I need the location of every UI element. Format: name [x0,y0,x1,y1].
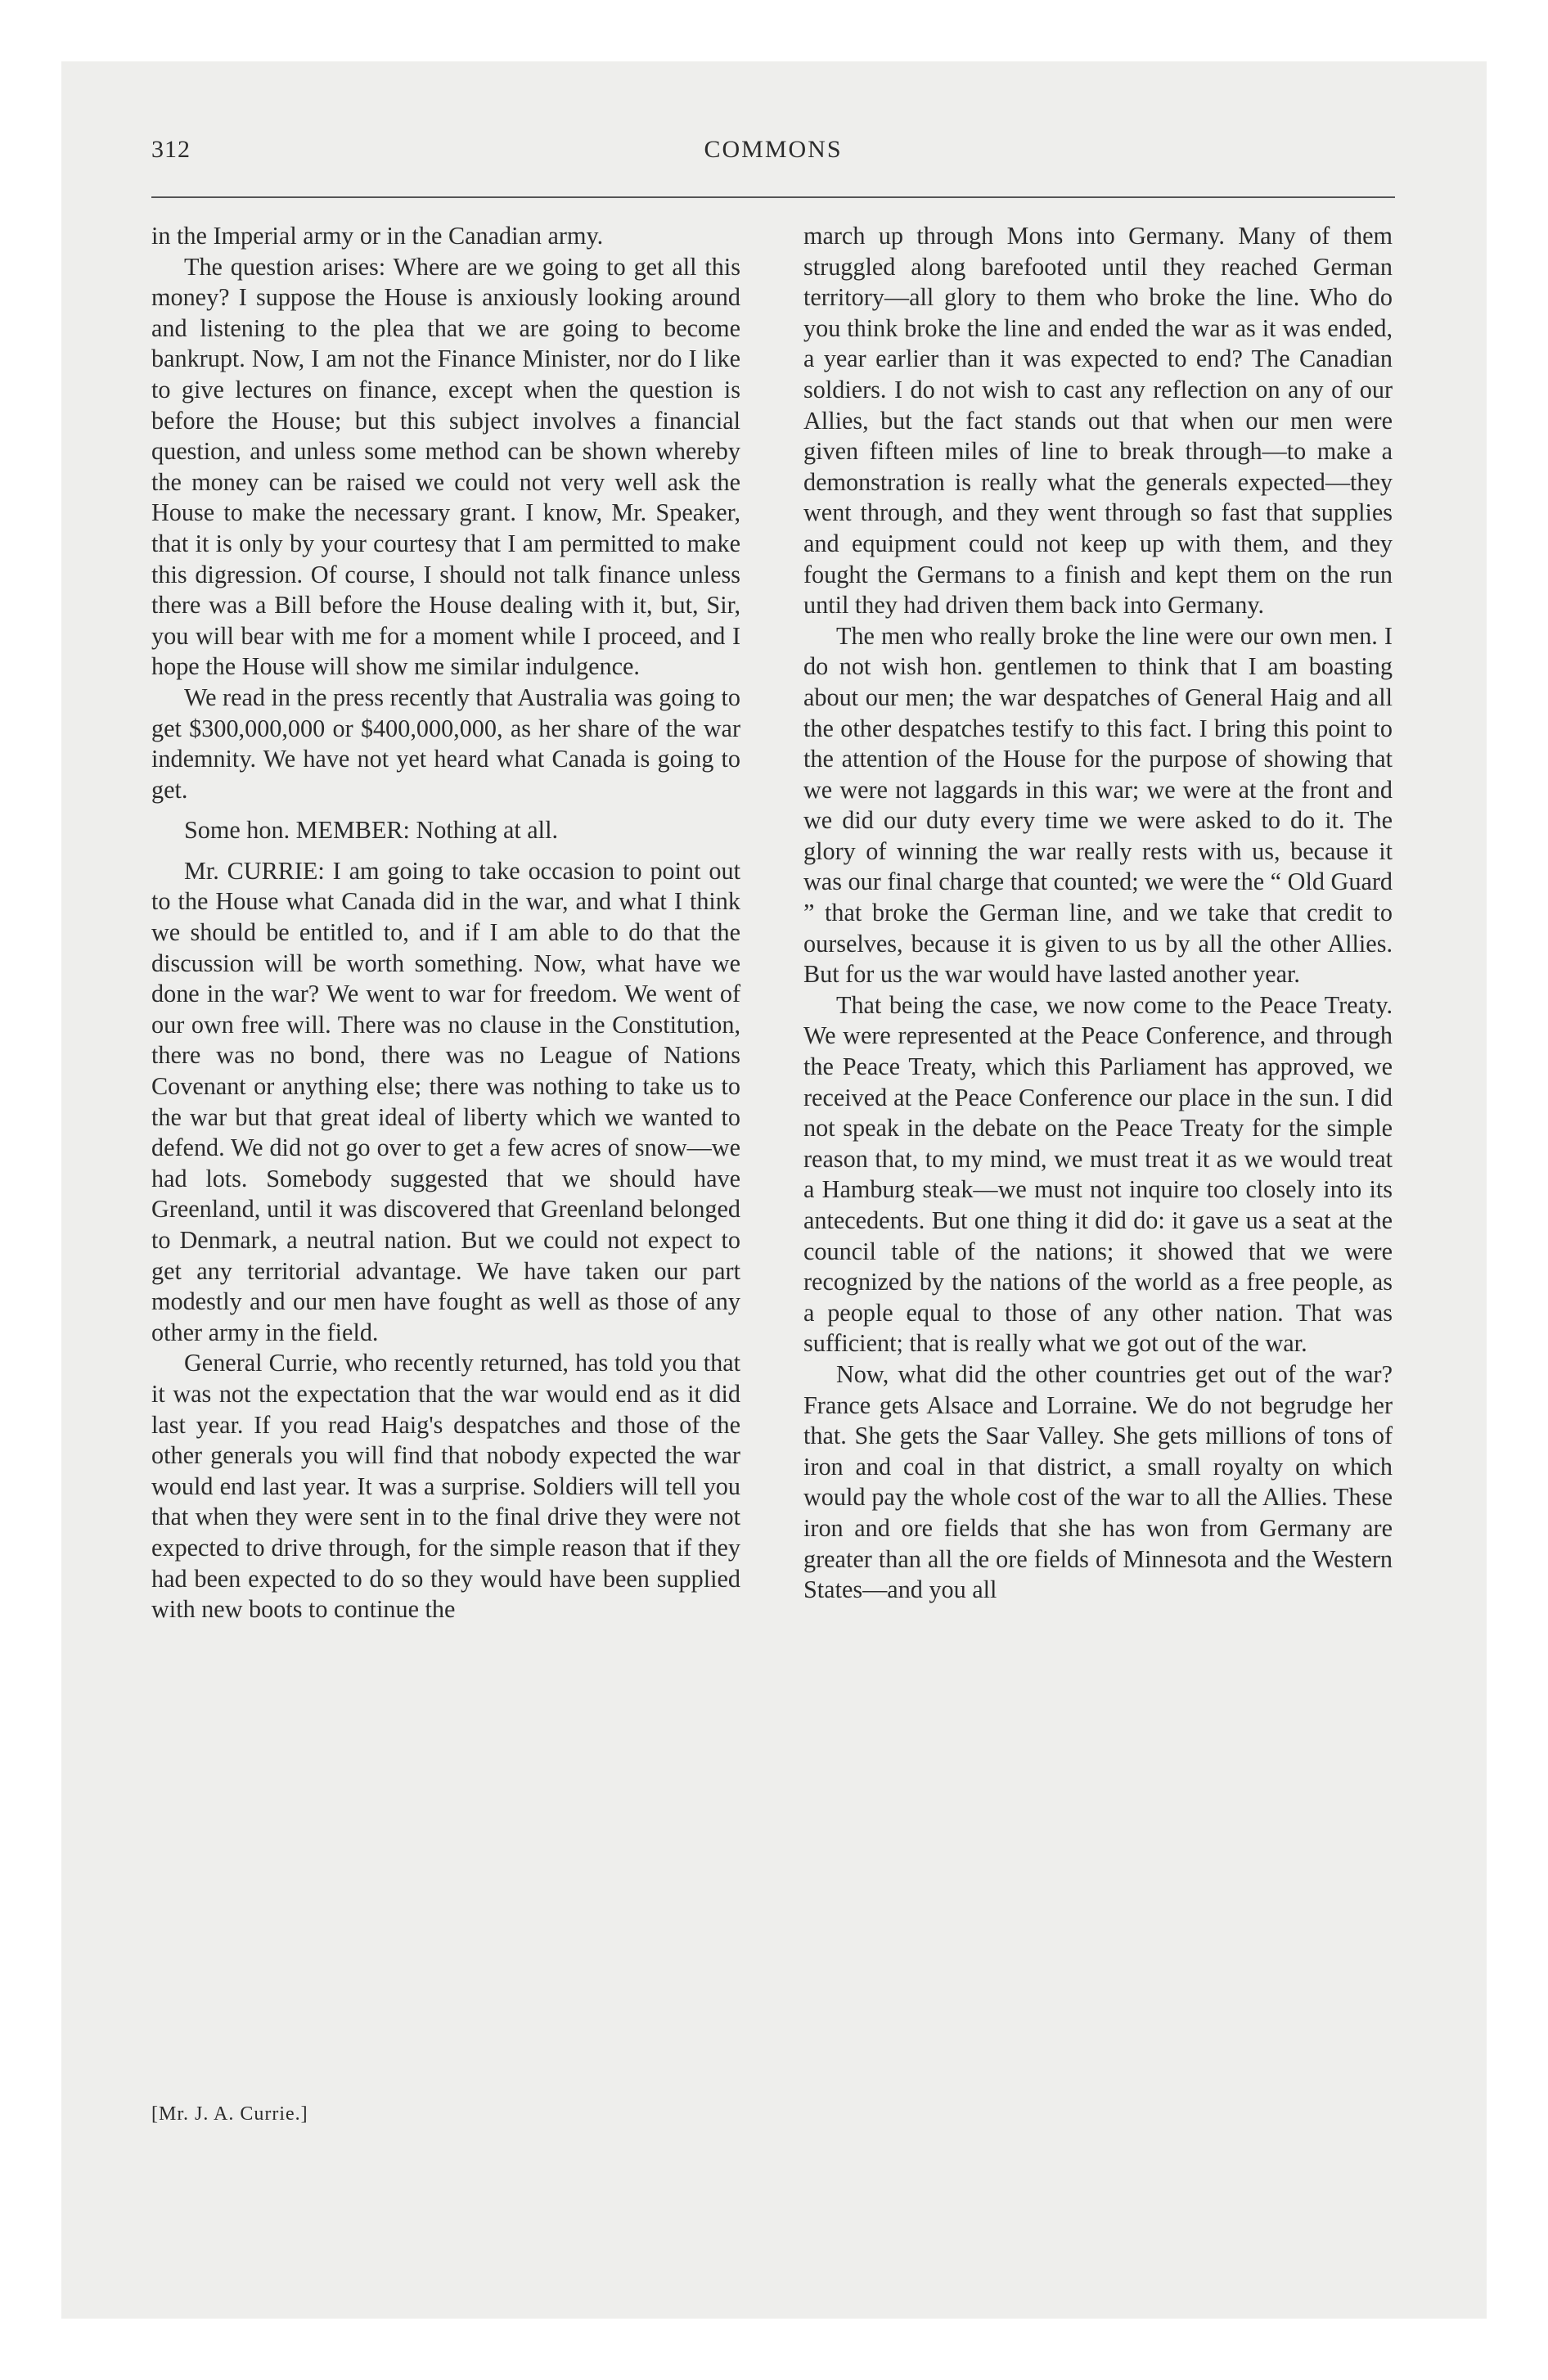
running-head: COMMONS [704,136,843,163]
header-rule [151,196,1395,198]
right-column [803,221,1393,1606]
paragraph: Some hon. MEMBER: Nothing at all. [184,816,558,845]
paragraph: march up through Mons into Germany. Many of them struggled along barefooted until they reached German territory—all glory to them who broke the line. Who do you think broke the line and ended the war as it was ended, a year earlier than it was expected to end? The Canadian soldiers. I do not wish to cast any reflection on any of our Allies, but the fact stands out that when our men were given fifteen miles of line to break through—to make a demonstration is really what the generals expected—they went through, and they went through so fast that supplies and equipment could not keep up with them, and they fought the Germans to a finish and kept them on the run until they had driven them back into Germany. [803,222,1393,620]
paragraph: We read in the press recently that Australia was going to get $300,000,000 or $400,000,000, as her share of the war indemnity. We have not yet heard what Canada is going to get. [151,683,740,804]
paragraph: The men who really broke the line were our own men. I do not wish hon. gentlemen to think that I am boasting about our men; the war despatches of General Haig and all the other despatches testify to this fact. I bring this point to the attention of the House for the purpose of showing that we were not laggards in this war; we were at the front and we did our duty every time we were asked to do it. The glory of winning the war really rests with us, because it was our final charge that counted; we were the “ Old Guard ” that broke the German line, and we take that credit to ourselves, because it is given to us by all the other Allies. But for us the war would have lasted another year. [803,621,1393,989]
paragraph: General Currie, who recently returned, has told you that it was not the expectation that the war would end as it did last year. If you read Haig's despatches and those of the other generals you will find that nobody expected the war would end last year. It was a surprise. Soldiers will tell you that when they were sent in to the final drive they were not expected to drive through, for the simple reason that if they had been expected to do so they would have been supplied with new boots to continue the [151,1349,740,1624]
paragraph: Now, what did the other countries get out of the war? France gets Alsace and Lorraine. We do not begrudge her that. She gets the Saar Valley. She gets millions of tons of iron and coal in that district, a small royalty on which would pay the whole cost of the war to all the Allies. These iron and ore fields that she has won from Germany are greater than all the ore fields of Minnesota and the Western States—and you all [803,1359,1393,1604]
paragraph: The question arises: Where are we going to get all this money? I suppose the House is anxiously looking around and listening to the plea that we are going to become bankrupt. Now, I am not the Finance Minister, nor do I like to give lectures on finance, except when the question is before the House; but this subject involves a financial question, and unless some method can be shown whereby the money can be raised we could not very well ask the House to make the necessary grant. I know, Mr. Speaker, that it is only by your courtesy that I am permitted to make this digression. Of course, I should not talk finance unless there was a Bill before the House dealing with it, but, Sir, you will bear with me for a moment while I proceed, and I hope the House will show me similar indulgence. [151,252,740,681]
speaker-attribution: [Mr. J. A. Currie.] [151,2103,308,2125]
paragraph: in the Imperial army or in the Canadian army. [151,222,604,250]
left-column [151,221,740,1625]
page-header [151,136,1395,169]
paragraph: Mr. CURRIE: I am going to take occasion to point out to the House what Canada did in the war, and what I think we should be entitled to, and if I am able to do that the discussion will be worth something. Now, what have we done in the war? We went to war for freedom. We went of our own free will. There was no clause in the Constitution, there was no bond, there was no League of Nations Covenant or anything else; there was nothing to take us to the war but that great ideal of liberty which we wanted to defend. We did not go over to get a few acres of snow—we had lots. Somebody suggested that we should have Greenland, until it was discovered that Greenland belonged to Denmark, a neutral nation. But we could not expect to get any territorial advantage. We have taken our part modestly and our men have fought as well as those of any other army in the field. [151,856,740,1346]
page-number: 312 [151,136,191,163]
paragraph: That being the case, we now come to the Peace Treaty. We were represented at the Peace Conference, and through the Peace Treaty, which this Parliament has approved, we received at the Peace Conference our place in the sun. I did not speak in the debate on the Peace Treaty for the simple reason that, to my mind, we must treat it as we would treat a Hamburg steak—we must not inquire too closely into its antecedents. But one thing it did do: it gave us a seat at the council table of the nations; it showed that we were recognized by the nations of the world as a free people, as a people equal to those of any other nation. That was sufficient; that is really what we got out of the war. [803,990,1393,1358]
